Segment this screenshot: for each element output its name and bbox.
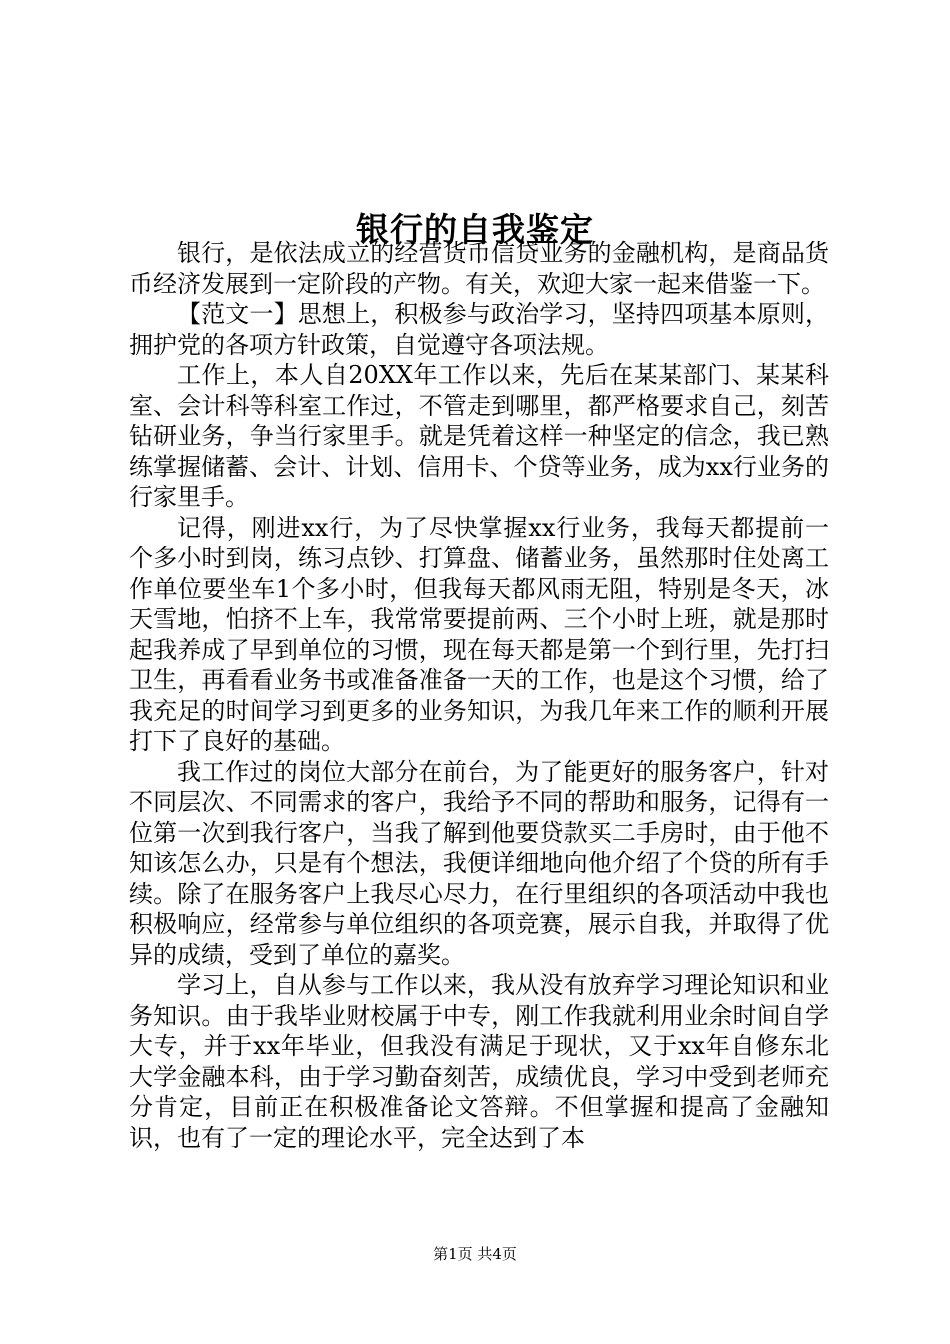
paragraph-service: 我工作过的岗位大部分在前台，为了能更好的服务客户，针对不同层次、不同需求的客户，我给予不同的帮助和服务，记得有一位第一次到我行客户，当我了解到他要贷款买二手房时，由于他不知该怎么办，只是有个想法，我便详细地向他介绍了个贷的所有手续。除了在服务客户上我尽心尽力，在行里组织的各项活动中我也积极响应，经常参与单位组织的各项竞赛，展示自我，并取得了优异的成绩，受到了单位的嘉奖。 [129, 757, 829, 969]
paragraph-intro: 银行，是依法成立的经营货币信贷业务的金融机构，是商品货币经济发展到一定阶段的产物。有关，欢迎大家一起来借鉴一下。 [129, 239, 829, 298]
paragraph-work: 工作上，本人自20XX年工作以来，先后在某某部门、某某科室、会计科等科室工作过，不管走到哪里，都严格要求自己，刻苦钻研业务，争当行家里手。就是凭着这样一种坚定的信念，我已熟练掌握储蓄、会计、计划、信用卡、个贷等业务，成为xx行业务的行家里手。 [129, 361, 829, 511]
paragraph-study: 学习上，自从参与工作以来，我从没有放弃学习理论知识和业务知识。由于我毕业财校属于中专，刚工作我就利用业余时间自学大专，并于xx年毕业，但我没有满足于现状，又于xx年自修东北大学金融本科，由于学习勤奋刻苦，成绩优良，学习中受到老师充分肯定，目前正在积极准备论文答辩。不但掌握和提高了金融知识，也有了一定的理论水平，完全达到了本 [129, 971, 829, 1152]
paragraph-thought: 【范文一】思想上，积极参与政治学习，坚持四项基本原则，拥护党的各项方针政策，自觉遵守各项法规。 [129, 300, 829, 359]
paragraph-memory: 记得，刚进xx行，为了尽快掌握xx行业务，我每天都提前一个多小时到岗，练习点钞、打算盘、储蓄业务，虽然那时住处离工作单位要坐车1个多小时，但我每天都风雨无阻，特别是冬天，冰天雪地，怕挤不上车，我常常要提前两、三个小时上班，就是那时起我养成了早到单位的习惯，现在每天都是第一个到行里，先打扫卫生，再看看业务书或准备准备一天的工作，也是这个习惯，给了我充足的时间学习到更多的业务知识，为我几年来工作的顺利开展打下了良好的基础。 [129, 513, 829, 755]
page-number-footer: 第1页 共4页 [433, 1245, 517, 1263]
document-body [129, 238, 829, 1153]
document-title: 银行的自我鉴定 [356, 210, 594, 250]
